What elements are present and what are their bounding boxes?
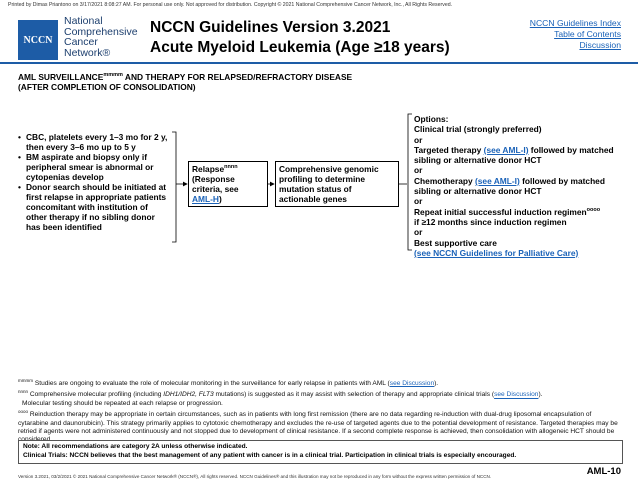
list-item: • BM aspirate and biopsy only if peripheral smear is abnormal or cytopenias develop (18, 152, 170, 182)
footnote: $^{mmmm}$ Studies are ongoing to evaluate the role of molecular monitoring in the surveillance for early relapse in patients with AML (see Discussion). (18, 378, 439, 388)
logo-line: Network® (64, 46, 111, 59)
option-repeat-condition: if ≥12 months since induction regimen (414, 216, 567, 227)
nccn-logo-mark: NCCN (18, 20, 58, 60)
option-chemotherapy: Chemotherapy (see AML-I) followed by matched sibling or alternative donor HCT (414, 175, 605, 197)
bracket-left (172, 132, 176, 242)
copyright-line: Version 3.2021, 03/2/2021 © 2021 National Comprehensive Cancer Network® (NCCN®), All rights reserved. NCCN Guidelines® and this illustration may not be reproduced in any form without the express written permission of NCCN. (18, 474, 492, 479)
option-supportive-care: Best supportive care (414, 237, 497, 248)
table-of-contents-link[interactable]: Table of Contents (554, 29, 621, 39)
or-separator: or (414, 196, 423, 207)
logo-line: Comprehensive (64, 25, 138, 38)
discussion-link[interactable]: Discussion (579, 40, 621, 50)
bracket-right (408, 114, 412, 250)
aml-i-link[interactable]: (see AML-I) (483, 144, 529, 155)
title-disease: Acute Myeloid Leukemia (Age ≥18 years) (150, 39, 450, 56)
option-targeted-therapy: Targeted therapy (see AML-I) followed by matched sibling or alternative donor HCT (414, 144, 614, 166)
relapse-box: Relapse$^{nnnn}$ (Response criteria, see AML-H) (188, 161, 268, 207)
option-clinical-trial: Clinical trial (strongly preferred) (414, 124, 542, 135)
genomic-profiling-box: Comprehensive genomic profiling to determine mutation status of actionable genes (275, 161, 399, 207)
list-item: • CBC, platelets every 1–3 mo for 2 y, then every 3–6 mo up to 5 y (18, 132, 170, 152)
list-item: • Donor search should be initiated at first relapse in appropriate patients concomitant with institution of other therapy if no sibling donor has been identified (18, 182, 170, 232)
note-clinical-trials: Clinical Trials: NCCN believes that the best management of any patient with cancer is in a clinical trial. Participation in clinical trials is especially encouraged. (23, 451, 517, 459)
or-separator: or (414, 165, 423, 176)
logo-line: National (64, 15, 103, 27)
logo-line: Cancer (64, 36, 98, 48)
palliative-care-link[interactable]: (see NCCN Guidelines for Palliative Care) (414, 247, 579, 258)
page-id: AML-10 (586, 466, 621, 477)
title-version: NCCN Guidelines Version 3.2021 (150, 19, 391, 36)
guidelines-index-link[interactable]: NCCN Guidelines Index (529, 18, 621, 28)
or-separator: or (414, 134, 423, 145)
options-heading: Options: (414, 114, 449, 124)
footnote: $^{oooo}$ Reinduction therapy may be appropriate in certain circumstances, such as in patients with long first remission (there are no data regarding re-induction with dual-drug liposomal encapsulation of cytarabine and daunorubicin). This strategy primarily applies to cytotoxic chemotherapy and excludes the re-use of targeted agents due to the potential development of resistance. Targeted therapies may be retried if agents were not administered continuously and not stopped due to development of clinical resistance. If a second complete response is achieved, then consolidation with allogeneic HCT should be considered. (18, 409, 618, 444)
or-separator: or (414, 227, 423, 238)
discussion-link[interactable]: see Discussion (494, 391, 539, 399)
footnote: $^{nnnn}$ Comprehensive molecular profiling (including IDH1/IDH2, FLT3 mutations) is suggested as it may assist with selection of therapy and appropriate clinical trials (see Discussion). (18, 389, 543, 399)
option-repeat-induction: Repeat initial successful induction regimen$^{oooo}$ (414, 206, 601, 217)
footnote: Molecular testing should be repeated at each relapse or progression. (22, 399, 223, 407)
footnote-marker: nnnn (224, 164, 238, 171)
footnote-marker: mmmm (103, 72, 123, 78)
note-box (18, 440, 623, 464)
discussion-link[interactable]: see Discussion (389, 380, 435, 388)
aml-h-link[interactable]: AML-H (192, 194, 219, 204)
footnote-marker: oooo (586, 206, 601, 213)
note-recommendations: Note: All recommendations are category 2A unless otherwise indicated. (23, 443, 248, 450)
print-notice: Printed by Dimas Priantono on 3/17/2021 8:08:27 AM. For personal use only. Not approved for distribution. Copyright © 2021 National Comprehensive Cancer Network, Inc., All Rights Reserved. (8, 2, 453, 8)
aml-i-link[interactable]: (see AML-I) (474, 175, 520, 186)
section-heading: AML $SURVEILLANCE^{mmmm}$ AND THERAPY FOR RELAPSED/REFRACTORY DISEASE (AFTER COMPLETION OF CONSOLIDATION) (18, 71, 353, 92)
footnotes (18, 377, 623, 445)
